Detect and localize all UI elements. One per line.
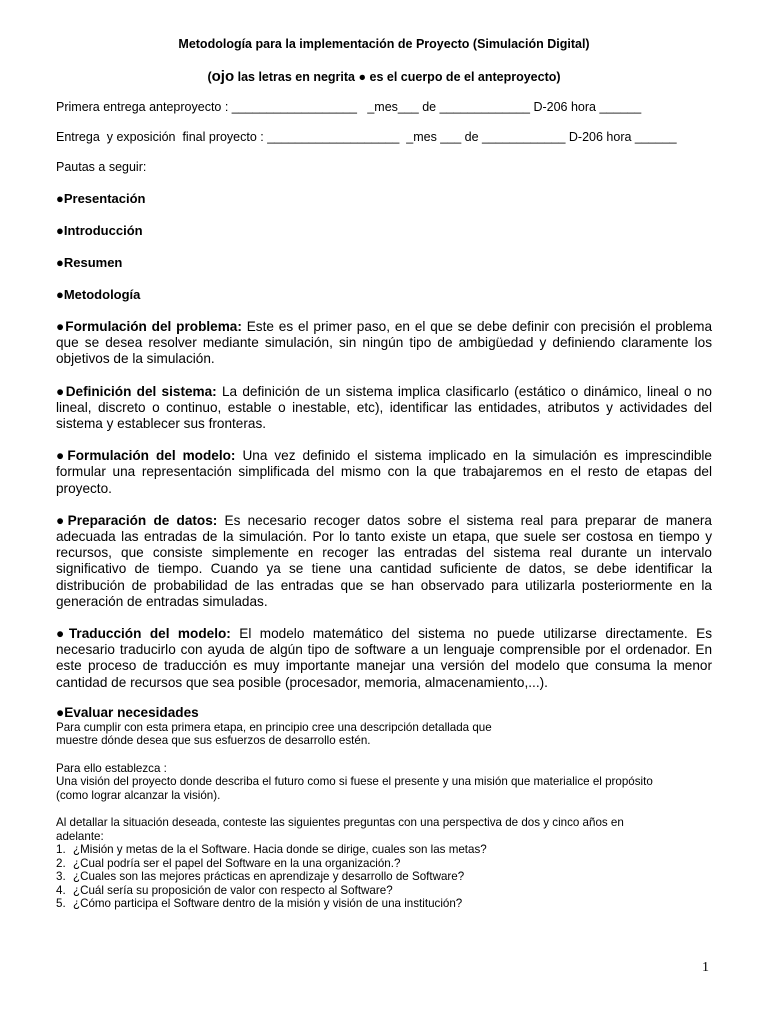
paragraph-label: ●Preparación de datos:	[56, 512, 218, 528]
list-item	[56, 884, 712, 898]
heading-metodologia: ●Metodología	[56, 287, 141, 302]
subtitle-ojo: ojo	[211, 68, 235, 85]
question-number: 4.	[56, 883, 66, 897]
question-text: ¿Cual podría ser el papel del Software en la una organización.?	[73, 856, 401, 870]
subtitle-open: (	[207, 70, 212, 84]
vision-line-1: Una visión del proyecto donde describa el futuro como si fuese el presente y una misión que materialice el propósito	[56, 775, 653, 789]
subtitle-rest: las letras en negrita ● es el cuerpo de el anteproyecto)	[234, 70, 561, 84]
paragraph-preparacion-datos	[56, 513, 712, 610]
question-number: 2.	[56, 856, 66, 870]
paragraph-label: ●Traducción del modelo:	[56, 626, 231, 642]
paragraph-label: ●Formulación del modelo:	[56, 448, 236, 464]
evaluar-intro-line-1: Para cumplir con esta primera etapa, en principio cree una descripción detallada que	[56, 720, 492, 734]
heading-evaluar-necesidades: ●Evaluar necesidades	[56, 704, 199, 720]
paragraph-traduccion-modelo	[56, 626, 712, 691]
heading-presentacion: ●Presentación	[56, 191, 146, 206]
list-item	[56, 843, 712, 857]
paragraph-text: El modelo matemático del sistema no puede utilizarse directamente. Es necesario traducirlo con ayuda de algún tipo de software a un lenguaje comprensible por el ordenador. En este proceso de traducción es muy importante manejar una versión del modelo que consuma la menor cantidad de recursos que sea posible (procesador, memoria, almacenamiento,...).	[56, 626, 712, 690]
para-ello-line: Para ello establezca :	[56, 761, 167, 775]
first-delivery-line: Primera entrega anteproyecto : __________________ _mes___ de _____________ D-206 hora ______	[56, 100, 642, 114]
question-text: ¿Cuál sería su proposición de valor con respecto al Software?	[73, 883, 393, 897]
final-delivery-line: Entrega y exposición final proyecto : ___________________ _mes ___ de ____________ D-206 hora ______	[56, 130, 677, 144]
evaluar-intro-line-2: muestre dónde desea que sus esfuerzos de desarrollo estén.	[56, 734, 371, 748]
paragraph-text: Es necesario recoger datos sobre el sistema real para preparar de manera adecuada las entradas de la simulación. Por lo tanto existe un etapa, que suele ser costosa en tiempo y recursos, que consiste simplemente en recoger las entradas del sistema real durante un intervalo significativo de tiempo. Cuando ya se tiene una cantidad suficiente de datos, se debe identificar la distribución de probabilidad de las entradas que se han observado para utilizarla posteriormente en la generación de entradas simuladas.	[56, 512, 712, 609]
heading-introduccion: ●Introducción	[56, 223, 143, 238]
paragraph-label: ●Definición del sistema:	[56, 383, 217, 399]
guidelines-label: Pautas a seguir:	[56, 160, 147, 174]
page-number: 1	[702, 960, 709, 975]
question-number: 3.	[56, 870, 66, 884]
paragraph-text: La definición de un sistema implica clasificarlo (estático o dinámico, lineal o no lineal, discreto o continuo, estable o inestable, etc), identificar las entidades, atributos y actividades del sistema y establecer sus fronteras.	[56, 383, 712, 432]
question-number: 1.	[56, 843, 66, 857]
list-item	[56, 857, 712, 871]
questions-list	[56, 843, 712, 911]
list-item	[56, 897, 712, 911]
document-subtitle	[56, 68, 712, 86]
paragraph-definicion-sistema	[56, 384, 712, 433]
question-text: ¿Misión y metas de la el Software. Hacia donde se dirige, cuales son las metas?	[73, 843, 487, 857]
question-text: ¿Cómo participa el Software dentro de la misión y visión de una institución?	[73, 897, 463, 911]
paragraph-text: Una vez definido el sistema implicado en la simulación es imprescindible formular una representación simplificada del mismo con la que trabajaremos en el resto de etapas del proyecto.	[56, 448, 712, 496]
document-page	[56, 36, 712, 911]
paragraph-text: Este es el primer paso, en el que se debe definir con precisión el problema que se desea resolver mediante simulación, sin ningún tipo de ambigüedad y definiendo claramente los objetivos de la simulación.	[56, 319, 713, 367]
list-item	[56, 870, 712, 884]
vision-line-2: (como lograr alcanzar la visión).	[56, 788, 221, 802]
paragraph-label: ●Formulación del problema:	[56, 319, 242, 334]
detallar-line-1: Al detallar la situación deseada, conteste las siguientes preguntas con una perspectiva de dos y cinco años en	[56, 816, 624, 830]
heading-resumen: ●Resumen	[56, 255, 123, 270]
paragraph-formulacion-modelo	[56, 448, 712, 497]
document-title: Metodología para la implementación de Proyecto (Simulación Digital)	[178, 37, 590, 51]
question-text: ¿Cuales son las mejores prácticas en aprendizaje y desarrollo de Software?	[73, 870, 465, 884]
detallar-line-2: adelante:	[56, 829, 104, 843]
paragraph-formulacion-problema	[56, 319, 712, 368]
question-number: 5.	[56, 897, 66, 911]
